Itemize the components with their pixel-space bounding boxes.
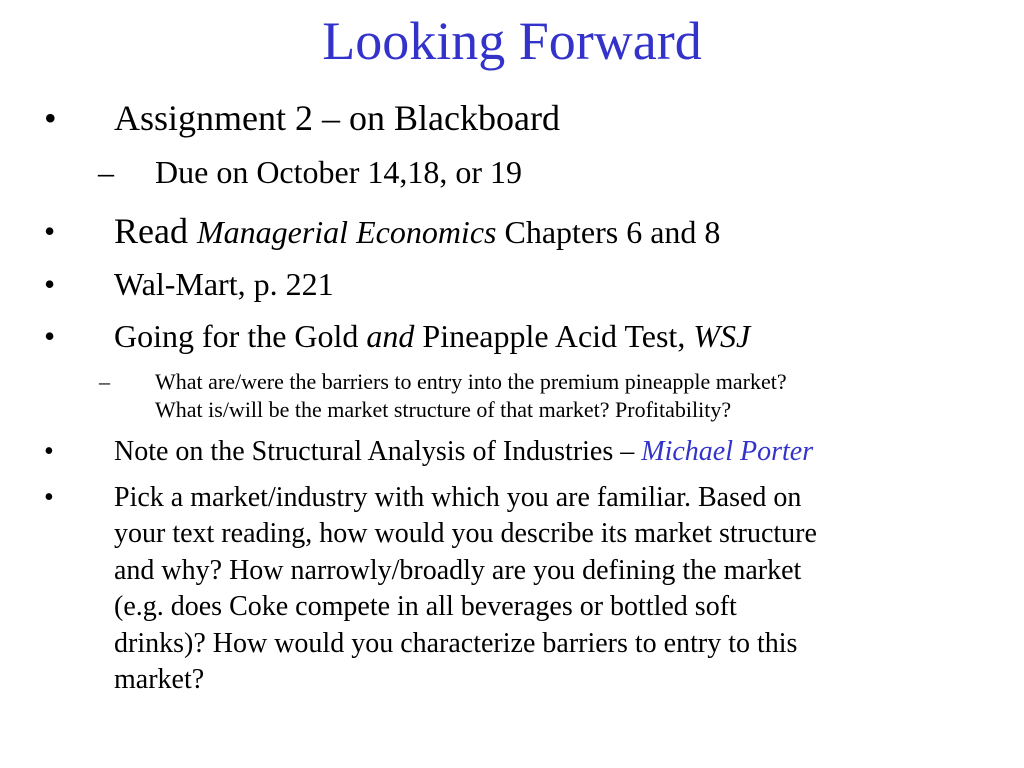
dash-icon: –: [98, 154, 114, 190]
bullet-icon: •: [44, 266, 56, 302]
article-text-2: Pineapple Acid Test,: [414, 318, 694, 354]
exercise-line: and why? How narrowly/broadly are you defining the market: [114, 554, 802, 586]
bullet-icon: •: [44, 213, 56, 249]
bullet-item-market-exercise: [0, 480, 1024, 700]
question-line: What are/were the barriers to entry into the premium pineapple market?: [155, 369, 787, 394]
and-word: and: [366, 318, 415, 354]
dash-icon: –: [99, 369, 110, 394]
bullet-item-reading: [0, 209, 1024, 253]
sub-item-text: [155, 368, 1005, 424]
wsj-source: WSJ: [693, 318, 751, 354]
exercise-line: market?: [114, 664, 205, 696]
bullet-item-assignment: [0, 96, 1024, 140]
author-name: Michael Porter: [641, 436, 814, 467]
exercise-text: [114, 480, 994, 698]
bullet-icon: •: [44, 482, 54, 513]
bullet-icon: •: [44, 318, 56, 354]
chapters-text: Chapters 6 and 8: [496, 214, 721, 250]
bullet-text: Wal-Mart, p. 221: [114, 266, 334, 302]
read-word: Read: [114, 211, 197, 251]
exercise-line: (e.g. does Coke compete in all beverages or bottled soft: [114, 591, 737, 623]
bullet-text: Assignment 2 – on Blackboard: [114, 98, 560, 138]
exercise-line: your text reading, how would you describe its market structure: [114, 518, 817, 550]
bullet-text: [114, 317, 994, 355]
article-text: Going for the Gold: [114, 318, 367, 354]
note-text: Note on the Structural Analysis of Industries –: [114, 436, 642, 467]
bullet-item-walmart: [0, 265, 1024, 303]
sub-item-pineapple-questions: [0, 368, 1024, 424]
exercise-line: Pick a market/industry with which you are familiar. Based on: [114, 482, 802, 513]
bullet-item-porter-note: [0, 434, 1024, 470]
bullet-icon: •: [44, 436, 54, 467]
sub-item-text: Due on October 14,18, or 19: [155, 154, 523, 190]
question-line: What is/will be the market structure of that market? Profitability?: [155, 397, 732, 422]
sub-item-due-date: [0, 153, 1024, 191]
bullet-text: [114, 209, 994, 254]
bullet-item-articles: [0, 317, 1024, 355]
bullet-text: [114, 434, 994, 470]
bullet-icon: •: [44, 98, 57, 138]
slide-title: Looking Forward: [322, 11, 702, 71]
exercise-line: drinks)? How would you characterize barriers to entry to this: [114, 627, 798, 659]
book-title: Managerial Economics: [196, 214, 497, 250]
